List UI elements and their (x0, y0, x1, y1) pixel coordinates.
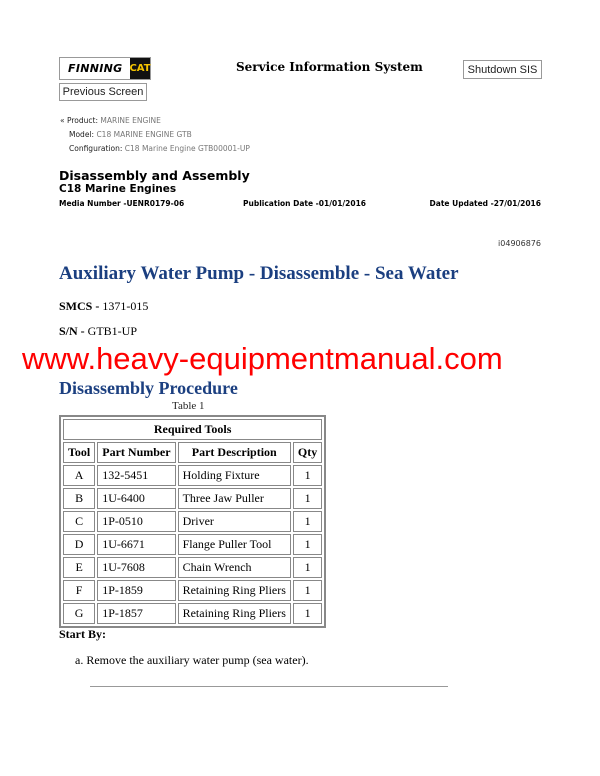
breadcrumb-product[interactable] (60, 116, 161, 126)
cat-logo: CAT (130, 58, 150, 79)
divider (90, 686, 448, 687)
shutdown-sis-button[interactable]: Shutdown SIS (463, 60, 542, 79)
table-cell: A (63, 465, 95, 486)
table-cell: 1U-6671 (97, 534, 175, 555)
table-cell: 1P-1857 (97, 603, 175, 624)
label: Model: (69, 130, 95, 139)
table-cell: 1 (293, 488, 322, 509)
start-by-label: Start By: (59, 627, 106, 641)
column-header: Tool (63, 442, 95, 463)
table-cell: 1 (293, 580, 322, 601)
label: S/N - (59, 324, 85, 338)
previous-screen-button[interactable]: Previous Screen (59, 83, 147, 101)
label: SMCS - (59, 299, 100, 313)
column-header: Part Number (97, 442, 175, 463)
doc-id: i04906876 (498, 239, 541, 248)
value: MARINE ENGINE (100, 116, 161, 125)
app-title: Service Information System (236, 60, 423, 74)
table-row (63, 603, 322, 624)
media-number: Media Number -UENR0179-06 (59, 199, 185, 208)
table-cell: 1 (293, 557, 322, 578)
table-cell: C (63, 511, 95, 532)
breadcrumb-configuration (69, 144, 250, 154)
table-cell: Three Jaw Puller (178, 488, 291, 509)
table-cell: B (63, 488, 95, 509)
doc-heading: Disassembly and Assembly (59, 168, 250, 183)
finning-cat-logo (59, 57, 151, 80)
table-cell: Retaining Ring Pliers (178, 603, 291, 624)
table-cell: 1 (293, 465, 322, 486)
table-cell: Retaining Ring Pliers (178, 580, 291, 601)
table-cell: 1P-0510 (97, 511, 175, 532)
watermark: www.heavy-equipmentmanual.com (22, 341, 503, 376)
table-row (63, 534, 322, 555)
logo-text: FINNING (68, 62, 123, 75)
collapse-icon[interactable]: « (60, 116, 67, 125)
doc-subheading: C18 Marine Engines (59, 183, 177, 195)
value: 1371-015 (102, 299, 149, 313)
breadcrumb-model (69, 130, 192, 140)
table-row (63, 580, 322, 601)
table-cell: F (63, 580, 95, 601)
column-header: Part Description (178, 442, 291, 463)
table-row (63, 557, 322, 578)
table-row (63, 488, 322, 509)
publication-date: Publication Date -01/01/2016 (243, 199, 367, 208)
value: C18 MARINE ENGINE GTB (96, 130, 192, 139)
table-row (63, 465, 322, 486)
table-cell: D (63, 534, 95, 555)
table-cell: 1U-6400 (97, 488, 175, 509)
table-cell: 1 (293, 511, 322, 532)
value: GTB1-UP (87, 324, 138, 338)
table-cell: Holding Fixture (178, 465, 291, 486)
table-cell: G (63, 603, 95, 624)
table-title: Required Tools (63, 419, 322, 440)
table-cell: Flange Puller Tool (178, 534, 291, 555)
list-item-text: Remove the auxiliary water pump (sea water). (86, 653, 309, 667)
table-cell: 1P-1859 (97, 580, 175, 601)
table-caption: Table 1 (172, 400, 205, 412)
label: Configuration: (69, 144, 123, 153)
table-cell: 1 (293, 603, 322, 624)
required-tools-table (59, 415, 326, 628)
page-title: Auxiliary Water Pump - Disassemble - Sea Water (59, 263, 459, 284)
table-cell: Driver (178, 511, 291, 532)
table-row (63, 511, 322, 532)
value: C18 Marine Engine GTB00001-UP (124, 144, 250, 153)
label: Product: (66, 116, 98, 125)
smcs (59, 299, 148, 313)
table-cell: 132-5451 (97, 465, 175, 486)
table-cell: Chain Wrench (178, 557, 291, 578)
date-updated: Date Updated -27/01/2016 (429, 199, 541, 208)
table-cell: 1U-7608 (97, 557, 175, 578)
list-item (75, 653, 309, 667)
table-cell: 1 (293, 534, 322, 555)
table-cell: E (63, 557, 95, 578)
section-heading: Disassembly Procedure (59, 378, 238, 398)
column-header: Qty (293, 442, 322, 463)
list-marker: a. (75, 653, 84, 667)
serial-number (59, 324, 137, 338)
